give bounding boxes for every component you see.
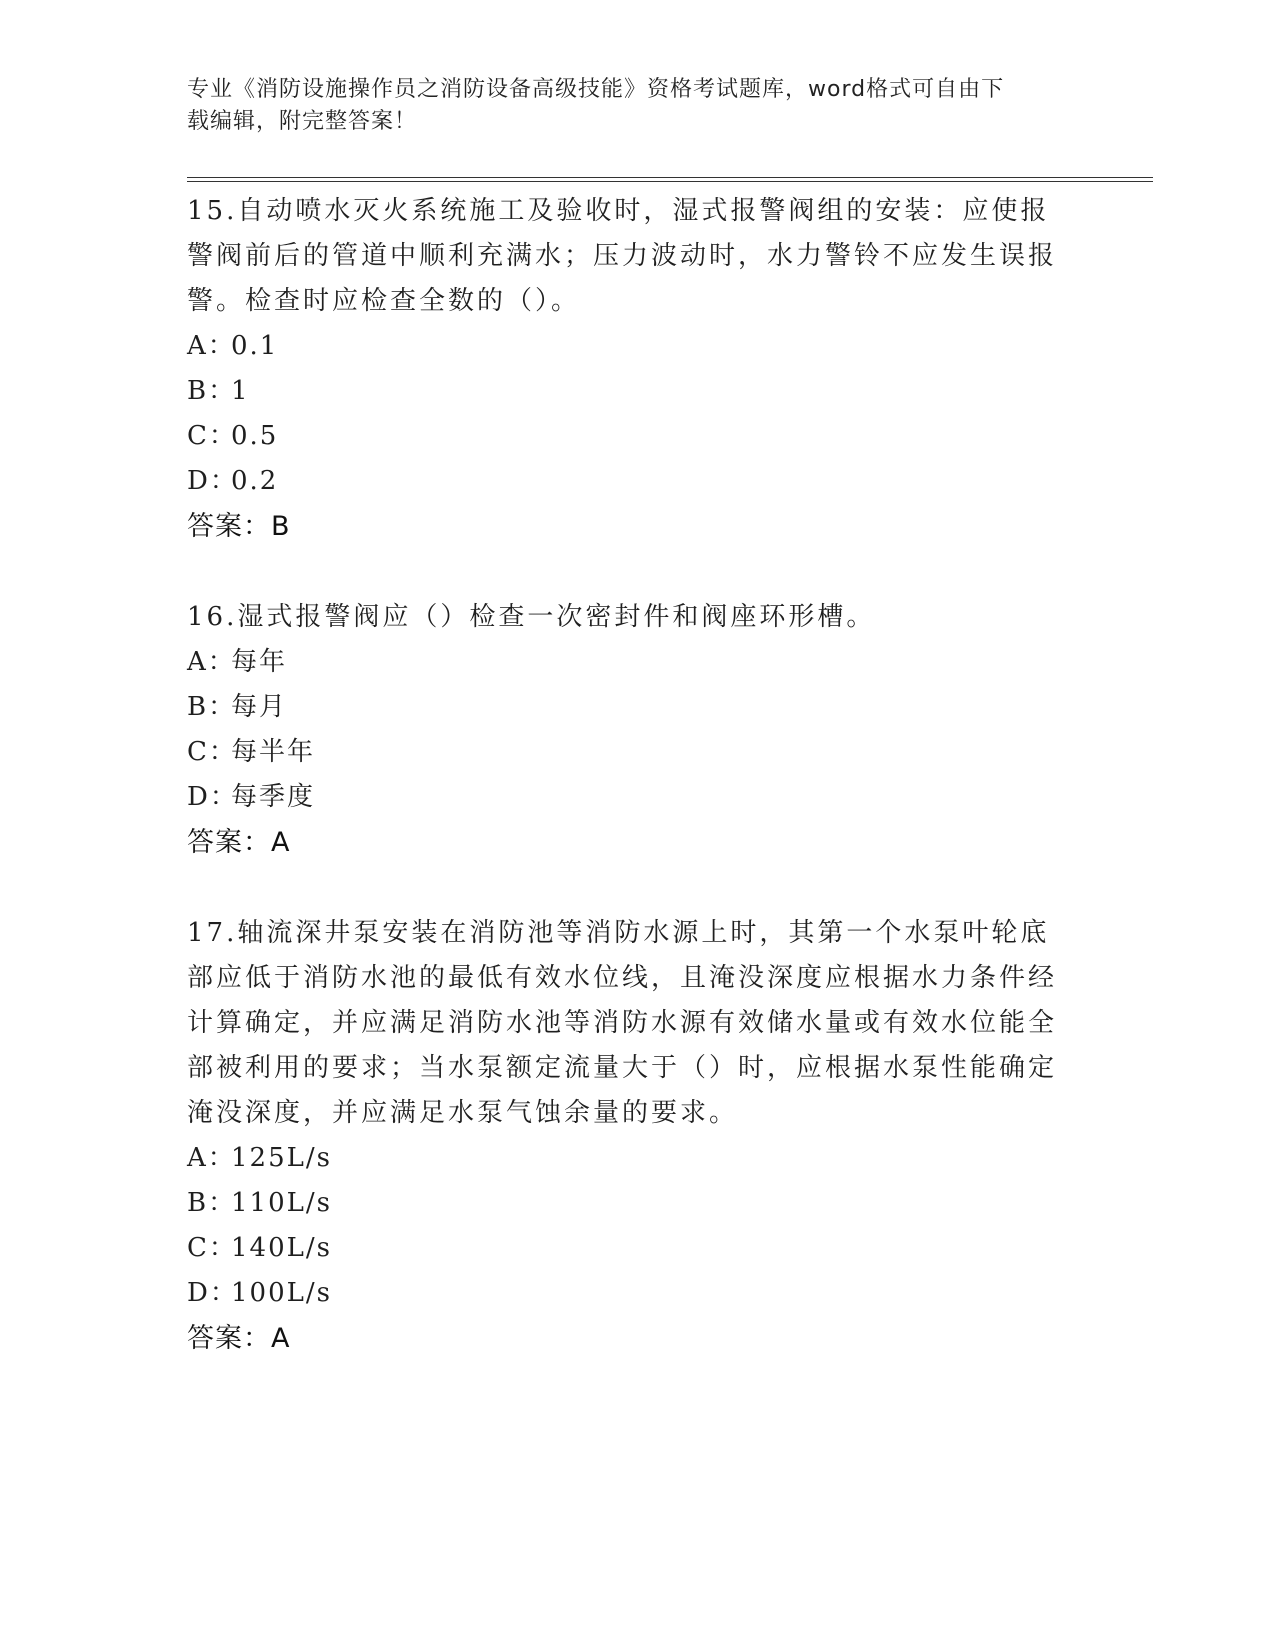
header-line-2: 载编辑，附完整答案！ xyxy=(187,109,418,134)
option-label: B： xyxy=(187,376,237,406)
question-15 xyxy=(187,189,1087,549)
header-line-1: 专业《消防设施操作员之消防设备高级技能》资格考试题库，word格式可自由下 xyxy=(187,77,1005,102)
question-stem: 17.轴流深井泵安装在消防池等消防水源上时，其第一个水泵叶轮底部应低于消防水池的最低有效水位线，且淹没深度应根据水力条件经计算确定，并应满足消防水池等消防水源有效储水量或有效水位能全部被利用的要求；当水泵额定流量大于（）时，应根据水泵性能确定淹没深度，并应满足水泵气蚀余量的要求。 xyxy=(187,918,1058,1128)
option-label: A： xyxy=(187,647,236,677)
option-text: 0.2 xyxy=(231,466,279,496)
option-b xyxy=(187,685,1087,730)
question-stem: 15.自动喷水灭火系统施工及验收时，湿式报警阀组的安装：应使报警阀前后的管道中顺利充满水；压力波动时，水力警铃不应发生误报警。检查时应检查全数的（）。 xyxy=(187,196,1058,316)
question-16 xyxy=(187,595,1087,865)
option-label: D： xyxy=(187,466,238,496)
document-header xyxy=(187,74,1067,138)
question-17 xyxy=(187,911,1087,1361)
option-text: 0.1 xyxy=(231,331,279,361)
option-a xyxy=(187,640,1087,685)
option-text: 每年 xyxy=(231,647,288,677)
option-text: 110L/s xyxy=(231,1188,332,1218)
option-d xyxy=(187,1271,1087,1316)
question-list xyxy=(187,189,1087,1361)
option-label: C： xyxy=(187,1233,237,1263)
answer-line: 答案：A xyxy=(187,827,291,858)
option-d xyxy=(187,459,1087,504)
option-label: A： xyxy=(187,331,236,361)
option-a xyxy=(187,324,1087,369)
option-label: C： xyxy=(187,737,237,767)
option-text: 140L/s xyxy=(231,1233,332,1263)
option-b xyxy=(187,1181,1087,1226)
header-divider-top xyxy=(187,177,1153,178)
option-label: D： xyxy=(187,782,238,812)
option-text: 1 xyxy=(231,376,250,406)
option-label: C： xyxy=(187,421,237,451)
answer-line: 答案：A xyxy=(187,1323,291,1354)
header-divider-bottom xyxy=(187,181,1153,182)
option-text: 0.5 xyxy=(231,421,279,451)
option-c xyxy=(187,1226,1087,1271)
option-label: B： xyxy=(187,1188,237,1218)
answer-line: 答案：B xyxy=(187,511,291,542)
question-stem: 16.湿式报警阀应（）检查一次密封件和阀座环形槽。 xyxy=(187,602,876,632)
option-label: B： xyxy=(187,692,237,722)
option-b xyxy=(187,369,1087,414)
option-text: 每月 xyxy=(231,692,288,722)
option-c xyxy=(187,730,1087,775)
option-d xyxy=(187,775,1087,820)
option-a xyxy=(187,1136,1087,1181)
option-text: 100L/s xyxy=(231,1278,332,1308)
option-label: D： xyxy=(187,1278,238,1308)
option-c xyxy=(187,414,1087,459)
option-text: 每季度 xyxy=(231,782,316,812)
option-text: 每半年 xyxy=(231,737,316,767)
option-label: A： xyxy=(187,1143,236,1173)
option-text: 125L/s xyxy=(231,1143,332,1173)
